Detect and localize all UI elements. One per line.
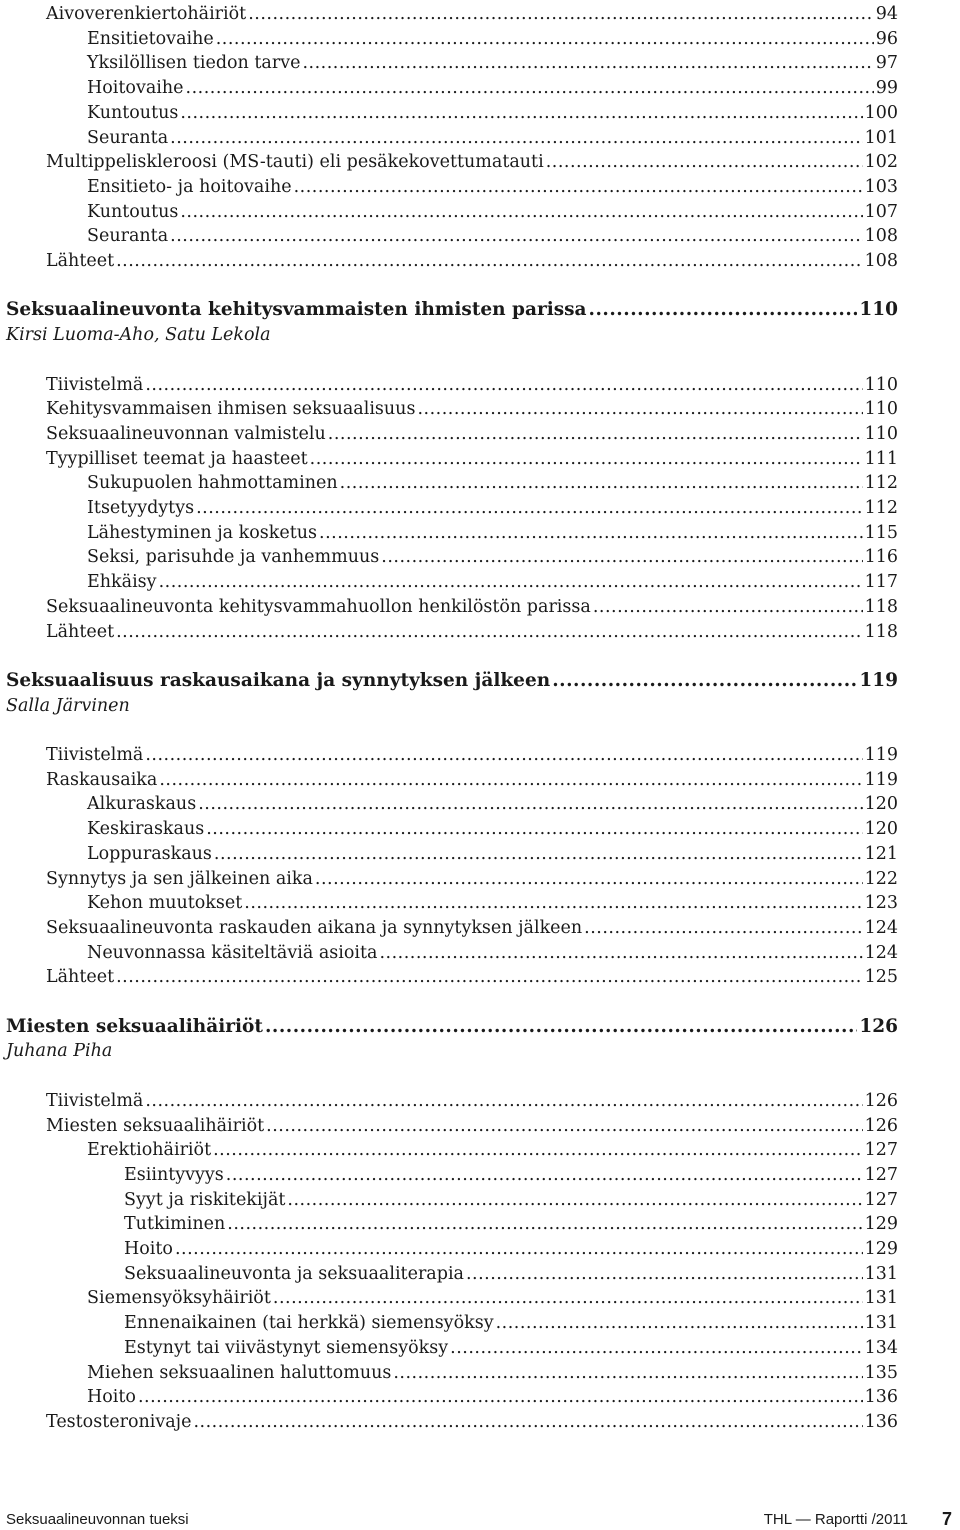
toc-entry-label: Synnytys ja sen jälkeinen aika — [46, 868, 313, 889]
toc-entry-label: Seksi, parisuhde ja vanhemmuus — [87, 547, 380, 568]
toc-chapter-heading[interactable] — [6, 1013, 898, 1037]
toc-entry[interactable] — [6, 0, 898, 24]
toc-entry-page-number: 100 — [864, 102, 898, 123]
dot-leader — [393, 1363, 862, 1383]
dot-leader — [198, 794, 862, 814]
toc-entry[interactable] — [6, 1309, 898, 1333]
dot-leader — [287, 1190, 862, 1210]
dot-leader — [328, 424, 863, 444]
toc-entry-label: Lähestyminen ja kosketus — [87, 522, 318, 543]
dot-leader — [145, 745, 862, 765]
dot-leader — [584, 918, 862, 938]
toc-entry-label: Tutkiminen — [124, 1214, 226, 1235]
toc-entry-label: Kirsi Luoma-Aho, Satu Lekola — [6, 325, 271, 346]
toc-entry-label: Estynyt tai viivästynyt siemensyöksy — [124, 1337, 449, 1358]
toc-entry-page-number: 119 — [864, 745, 898, 765]
toc-entry[interactable] — [6, 840, 898, 864]
toc-entry[interactable] — [6, 99, 898, 123]
toc-entry-label: Testosteronivaje — [46, 1411, 192, 1432]
dot-leader — [248, 4, 874, 24]
toc-entry-label: Yksilöllisen tiedon tarve — [87, 53, 301, 74]
toc-entry-label: Lähteet — [46, 251, 115, 271]
toc-entry[interactable] — [6, 222, 898, 246]
toc-entry-label: Itsetyydytys — [87, 498, 195, 518]
toc-entry-page-number: 96 — [875, 28, 898, 49]
toc-entry-page-number: 99 — [875, 78, 898, 99]
toc-entry-page-number: 123 — [864, 893, 898, 914]
toc-entry[interactable] — [6, 420, 898, 444]
toc-entry[interactable] — [6, 939, 898, 963]
dot-leader — [273, 1288, 863, 1308]
toc-entry-label: Tyypilliset teemat ja haasteet — [46, 448, 308, 469]
toc-entry-page-number: 115 — [864, 522, 898, 543]
toc-entry-page-number: 118 — [864, 621, 898, 642]
toc-entry-label: Hoito — [124, 1239, 173, 1259]
toc-entry-page-number: 110 — [864, 423, 898, 444]
toc-entry[interactable] — [6, 741, 898, 765]
toc-entry-label: Seksuaalineuvonta raskauden aikana ja synnytyksen jälkeen — [46, 917, 583, 938]
toc-entry[interactable] — [6, 815, 898, 839]
dot-leader — [466, 1264, 863, 1284]
toc-entry-page-number: 134 — [864, 1337, 898, 1358]
toc-entry-page-number: 97 — [875, 53, 898, 74]
dot-leader — [145, 375, 862, 395]
toc-entry-label: Miehen seksuaalinen haluttomuus — [87, 1362, 392, 1383]
toc-entry-label: Tiivistelmä — [46, 374, 144, 395]
toc-entry[interactable] — [6, 173, 898, 197]
dot-leader — [302, 53, 873, 73]
dot-leader — [116, 622, 862, 642]
toc-entry[interactable] — [6, 1161, 898, 1185]
dot-leader — [214, 844, 863, 864]
toc-entry-label: Ensitietovaihe — [87, 28, 214, 49]
toc-entry-page-number: 110 — [864, 374, 898, 395]
toc-entry-label: Alkuraskaus — [87, 794, 197, 815]
toc-entry-label: Keskiraskaus — [87, 819, 205, 840]
toc-chapter-authors — [6, 321, 898, 345]
toc-entry-label: Esiintyvyys — [124, 1164, 224, 1185]
toc-entry[interactable] — [6, 1408, 898, 1432]
toc-entry-page-number: 122 — [864, 868, 898, 889]
dot-leader — [552, 671, 857, 691]
toc-entry-page-number: 103 — [864, 176, 898, 197]
dot-leader — [196, 498, 863, 518]
toc-entry[interactable] — [6, 568, 898, 592]
toc-entry-label: Kuntoutus — [87, 201, 179, 222]
toc-entry-page-number: 127 — [864, 1189, 898, 1210]
toc-entry-page-number: 125 — [864, 967, 898, 988]
toc-entry-page-number: 129 — [864, 1214, 898, 1235]
toc-entry[interactable] — [6, 49, 898, 73]
dot-leader — [180, 202, 862, 222]
dot-leader — [315, 869, 863, 889]
toc-entry-label: Multippeliskleroosi (MS-tauti) eli pesäkekovettumatauti — [46, 152, 544, 173]
toc-entry-page-number: 136 — [864, 1411, 898, 1432]
toc-entry-label: Hoitovaihe — [87, 78, 184, 99]
toc-entry-label: Kehon muutokset — [87, 893, 243, 914]
dot-leader — [170, 226, 862, 246]
dot-leader — [175, 1239, 863, 1259]
toc-entry-label: Miesten seksuaalihäiriöt — [6, 1015, 263, 1037]
toc-entry-label: Juhana Piha — [6, 1041, 113, 1062]
toc-entry[interactable] — [6, 1359, 898, 1383]
dot-leader — [138, 1387, 863, 1407]
dot-leader — [159, 770, 862, 790]
dot-leader — [159, 572, 863, 592]
toc-entry[interactable] — [6, 1383, 898, 1407]
toc-entry[interactable] — [6, 1284, 898, 1308]
toc-entry-page-number: 119 — [864, 769, 898, 790]
toc-entry-page-number: 131 — [864, 1263, 898, 1284]
toc-entry-page-number: 124 — [864, 942, 898, 963]
toc-entry-page-number: 126 — [864, 1115, 898, 1136]
toc-entry[interactable] — [6, 1087, 898, 1111]
toc-entry-label: Ehkäisy — [87, 572, 157, 593]
toc-chapter-heading[interactable] — [6, 296, 898, 320]
dot-leader — [381, 547, 862, 567]
toc-entry[interactable] — [6, 914, 898, 938]
dot-leader — [265, 1017, 857, 1037]
toc-entry-label: Neuvonnassa käsiteltäviä asioita — [87, 942, 378, 963]
toc-entry-page-number: 94 — [875, 4, 898, 24]
toc-entry[interactable] — [6, 1334, 898, 1358]
toc-entry[interactable] — [6, 445, 898, 469]
toc-entry-label: Tiivistelmä — [46, 745, 144, 765]
toc-entry-page-number: 127 — [864, 1140, 898, 1161]
toc-entry-label: Syyt ja riskitekijät — [124, 1189, 286, 1210]
toc-entry-label: Seksuaalisuus raskausaikana ja synnytyksen jälkeen — [6, 669, 551, 691]
footer-series: THL — Raportti /2011 — [763, 1511, 908, 1528]
toc-entry-page-number: 121 — [864, 843, 898, 864]
dot-leader — [213, 1140, 862, 1160]
toc-entry-page-number: 126 — [859, 1015, 898, 1037]
page-number: 7 — [941, 1509, 952, 1529]
toc-entry[interactable] — [6, 1112, 898, 1136]
toc-entry[interactable] — [6, 889, 898, 913]
dot-leader — [180, 103, 862, 123]
toc-entry[interactable] — [6, 371, 898, 395]
toc-chapter-authors — [6, 1037, 898, 1061]
toc-entry-page-number: 131 — [864, 1313, 898, 1334]
dot-leader — [116, 251, 862, 271]
toc-entry-page-number: 111 — [864, 448, 898, 469]
toc-entry-page-number: 112 — [864, 498, 898, 518]
toc-entry-label: Lähteet — [46, 967, 115, 988]
page-footer — [6, 1502, 954, 1528]
toc-entry-label: Raskausaika — [46, 769, 158, 790]
toc-entry[interactable] — [6, 74, 898, 98]
dot-leader — [145, 1091, 862, 1111]
toc-entry-label: Seksuaalineuvonnan valmistelu — [46, 423, 326, 444]
toc-entry-page-number: 116 — [864, 547, 898, 568]
toc-entry-label: Loppuraskaus — [87, 843, 212, 864]
toc-entry-label: Seuranta — [87, 226, 169, 247]
toc-entry-label: Aivoverenkiertohäiriöt — [46, 4, 247, 24]
dot-leader — [319, 523, 863, 543]
toc-entry-page-number: 101 — [864, 127, 898, 148]
dot-leader — [216, 29, 874, 49]
dot-leader — [116, 967, 862, 987]
dot-leader — [226, 1165, 863, 1185]
toc-entry-page-number: 129 — [864, 1239, 898, 1259]
dot-leader — [417, 399, 862, 419]
dot-leader — [227, 1214, 862, 1234]
toc-entry[interactable] — [6, 963, 898, 987]
dot-leader — [186, 78, 874, 98]
footer-publication-title: Seksuaalineuvonnan tueksi — [6, 1511, 189, 1528]
toc-entry-page-number: 120 — [864, 819, 898, 840]
dot-leader — [593, 597, 863, 617]
toc-entry[interactable] — [6, 148, 898, 172]
toc-entry-label: Seksuaalineuvonta kehitysvammaisten ihmisten parissa — [6, 299, 587, 321]
toc-entry-page-number: 117 — [864, 572, 898, 593]
toc-entry[interactable] — [6, 1260, 898, 1284]
toc-entry[interactable] — [6, 395, 898, 419]
toc-entry-page-number: 107 — [864, 201, 898, 222]
toc-entry-page-number: 119 — [859, 669, 898, 691]
toc-entry-label: Ennenaikainen (tai herkkä) siemensyöksy — [124, 1313, 494, 1334]
toc-chapter-heading[interactable] — [6, 667, 898, 691]
dot-leader — [546, 152, 863, 172]
dot-leader — [294, 177, 863, 197]
dot-leader — [244, 893, 862, 913]
toc-entry-page-number: 124 — [864, 917, 898, 938]
toc-chapter-authors — [6, 692, 898, 716]
toc-entry-label: Seksuaalineuvonta ja seksuaaliterapia — [124, 1263, 464, 1284]
toc-entry[interactable] — [6, 124, 898, 148]
toc-entry[interactable] — [6, 790, 898, 814]
dot-leader — [589, 300, 858, 320]
toc-entry-page-number: 127 — [864, 1164, 898, 1185]
toc-entry[interactable] — [6, 1210, 898, 1234]
toc-entry[interactable] — [6, 1235, 898, 1259]
toc-entry[interactable] — [6, 25, 898, 49]
toc-entry-label: Erektiohäiriöt — [87, 1140, 212, 1161]
toc-entry-label: Ensitieto- ja hoitovaihe — [87, 176, 292, 197]
toc-entry-label: Seuranta — [87, 127, 169, 148]
dot-leader — [379, 943, 862, 963]
toc-entry[interactable] — [6, 865, 898, 889]
toc-entry-page-number: 135 — [864, 1362, 898, 1383]
toc-entry-page-number: 136 — [864, 1387, 898, 1408]
toc-entry[interactable] — [6, 469, 898, 493]
toc-entry-label: Lähteet — [46, 621, 115, 642]
toc-entry-page-number: 131 — [864, 1288, 898, 1309]
toc-entry[interactable] — [6, 1186, 898, 1210]
toc-entry-label: Miesten seksuaalihäiriöt — [46, 1115, 265, 1136]
toc-entry-label: Kehitysvammaisen ihmisen seksuaalisuus — [46, 399, 416, 420]
toc-entry[interactable] — [6, 1136, 898, 1160]
dot-leader — [496, 1313, 863, 1333]
toc-entry-page-number: 102 — [864, 152, 898, 173]
toc-entry-label: Hoito — [87, 1387, 136, 1408]
dot-leader — [450, 1338, 862, 1358]
toc-entry[interactable] — [6, 766, 898, 790]
toc-entry-page-number: 110 — [864, 399, 898, 420]
dot-leader — [206, 819, 862, 839]
toc-entry[interactable] — [6, 593, 898, 617]
toc-entry[interactable] — [6, 519, 898, 543]
toc-entry-page-number: 118 — [864, 596, 898, 617]
toc-entry-label: Seksuaalineuvonta kehitysvammahuollon henkilöstön parissa — [46, 596, 591, 617]
toc-entry[interactable] — [6, 618, 898, 642]
toc-entry-label: Sukupuolen hahmottaminen — [87, 473, 338, 494]
dot-leader — [193, 1412, 862, 1432]
toc-entry-page-number: 108 — [864, 226, 898, 247]
toc-entry-page-number: 112 — [864, 473, 898, 494]
toc-entry-page-number: 126 — [864, 1090, 898, 1111]
toc-entry-label: Kuntoutus — [87, 102, 179, 123]
toc-entry-label: Siemensyöksyhäiriöt — [87, 1288, 271, 1309]
dot-leader — [310, 449, 863, 469]
toc-entry-page-number: 110 — [859, 299, 898, 321]
toc-entry[interactable] — [6, 494, 898, 518]
dot-leader — [170, 128, 862, 148]
toc-entry-label: Salla Järvinen — [6, 695, 130, 716]
toc-entry-label: Tiivistelmä — [46, 1090, 144, 1111]
toc-entry[interactable] — [6, 247, 898, 271]
toc-entry-page-number: 120 — [864, 794, 898, 815]
toc-entry[interactable] — [6, 543, 898, 567]
dot-leader — [266, 1116, 862, 1136]
toc-entry-page-number: 108 — [864, 251, 898, 271]
toc-entry[interactable] — [6, 198, 898, 222]
dot-leader — [340, 473, 863, 493]
